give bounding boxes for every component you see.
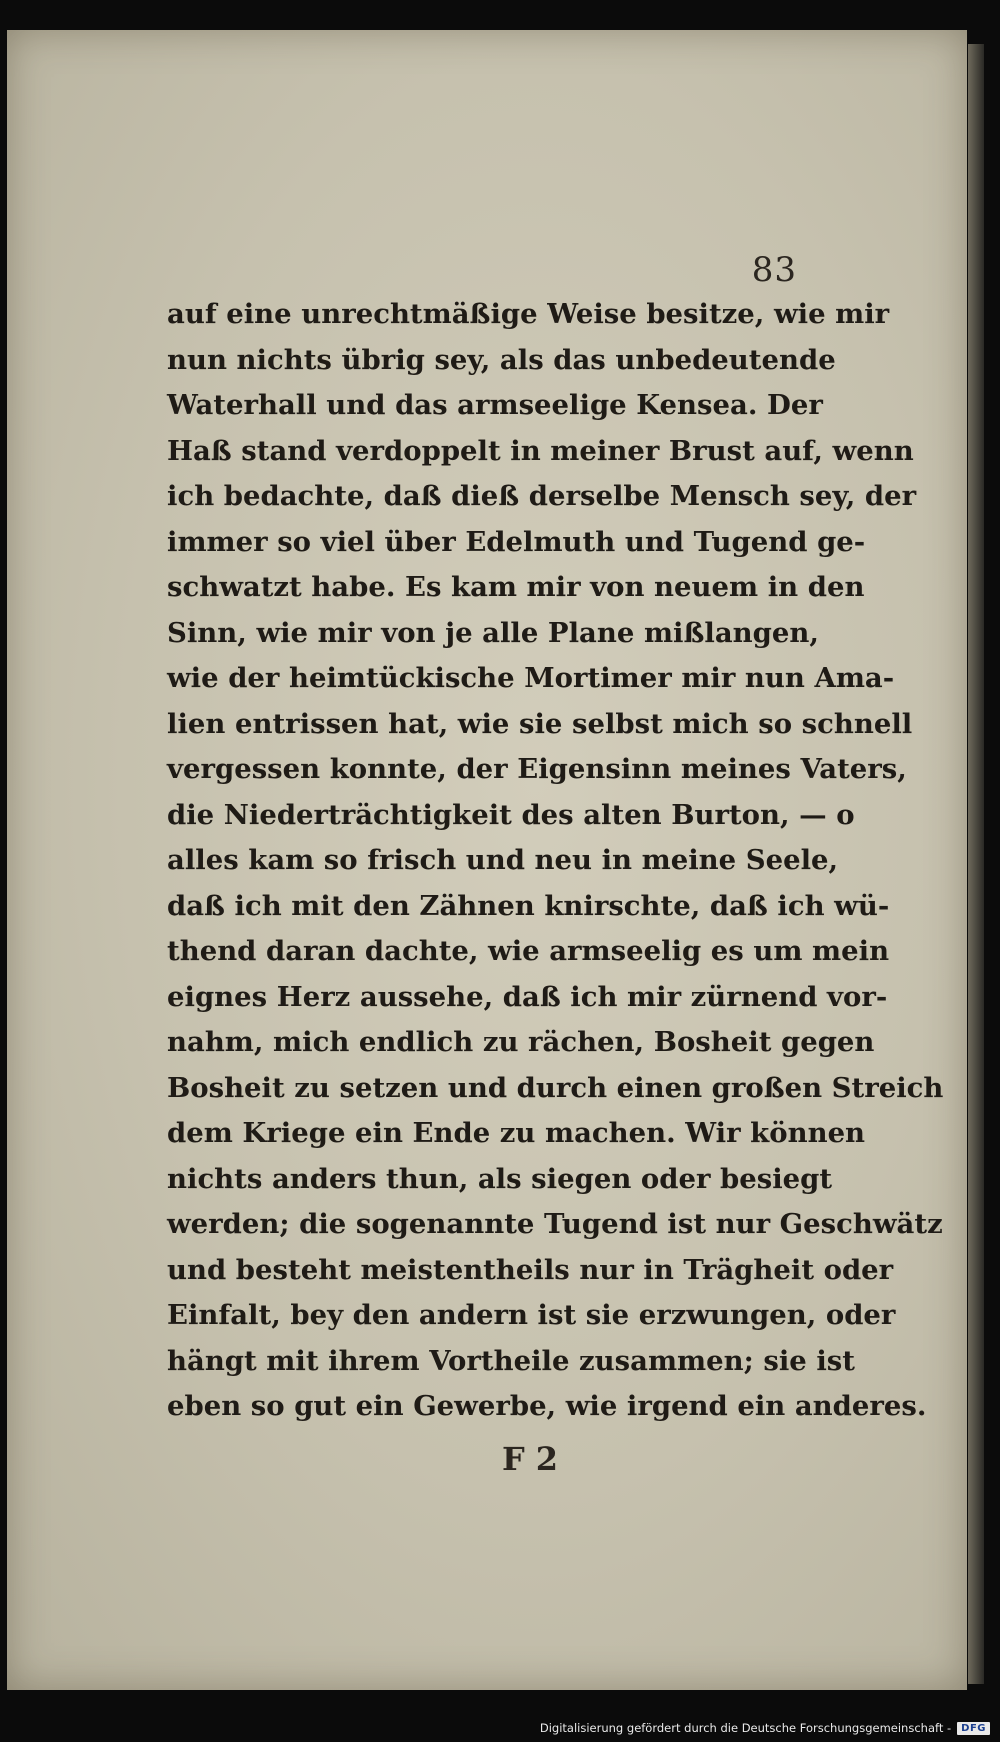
text-line: Einfalt, bey den andern ist sie erzwungen, oder bbox=[167, 1299, 896, 1331]
text-line: lien entrissen hat, wie sie selbst mich so schnell bbox=[167, 707, 913, 740]
text-line: nichts anders thun, als siegen oder besiegt bbox=[167, 1162, 833, 1195]
dfg-logo-icon: DFG bbox=[957, 1722, 990, 1735]
text-line: thend daran dachte, wie armseelig es um mein bbox=[167, 935, 890, 967]
text-line: Waterhall und das armseelige Kensea. Der bbox=[167, 389, 823, 421]
text-line: Haß stand verdoppelt in meiner Brust auf, wenn bbox=[167, 434, 914, 467]
signature-mark: F 2 bbox=[501, 1440, 559, 1478]
text-line: auf eine unrechtmäßige Weise besitze, wie mir bbox=[167, 298, 890, 330]
text-line: eben so gut ein Gewerbe, wie irgend ein anderes. bbox=[167, 1390, 927, 1422]
funding-footer bbox=[0, 1718, 1000, 1738]
text-line: werden; die sogenannte Tugend ist nur Geschwätz bbox=[167, 1208, 943, 1240]
text-line: nahm, mich endlich zu rächen, Bosheit gegen bbox=[167, 1026, 875, 1058]
text-line: die Niederträchtigkeit des alten Burton, — o bbox=[167, 798, 855, 831]
text-line: Sinn, wie mir von je alle Plane mißlangen, bbox=[167, 616, 819, 649]
text-line: dem Kriege ein Ende zu machen. Wir können bbox=[167, 1117, 866, 1149]
text-line: alles kam so frisch und neu in meine Seele, bbox=[167, 844, 839, 876]
text-line: immer so viel über Edelmuth und Tugend ge- bbox=[167, 525, 866, 558]
footer-credit: Digitalisierung gefördert durch die Deutsche Forschungsgemeinschaft - bbox=[539, 1721, 952, 1735]
text-line: wie der heimtückische Mortimer mir nun Ama- bbox=[167, 662, 895, 694]
text-line: nun nichts übrig sey, als das unbedeutende bbox=[167, 343, 836, 376]
book-page bbox=[7, 30, 967, 1690]
page-edge bbox=[968, 44, 984, 1684]
page-number: 83 bbox=[751, 250, 797, 290]
text-line: eignes Herz aussehe, daß ich mir zürnend vor- bbox=[167, 980, 888, 1013]
text-line: ich bedachte, daß dieß derselbe Mensch sey, der bbox=[167, 480, 917, 512]
body-text bbox=[167, 292, 944, 1430]
text-line: hängt mit ihrem Vortheile zusammen; sie ist bbox=[167, 1344, 855, 1377]
text-line: daß ich mit den Zähnen knirschte, daß ich wü- bbox=[167, 889, 890, 922]
text-line: vergessen konnte, der Eigensinn meines Vaters, bbox=[167, 753, 907, 785]
text-line: schwatzt habe. Es kam mir von neuem in den bbox=[167, 571, 865, 603]
text-line: Bosheit zu setzen und durch einen großen Streich bbox=[167, 1071, 944, 1104]
text-line: und besteht meistentheils nur in Trägheit oder bbox=[167, 1253, 894, 1286]
